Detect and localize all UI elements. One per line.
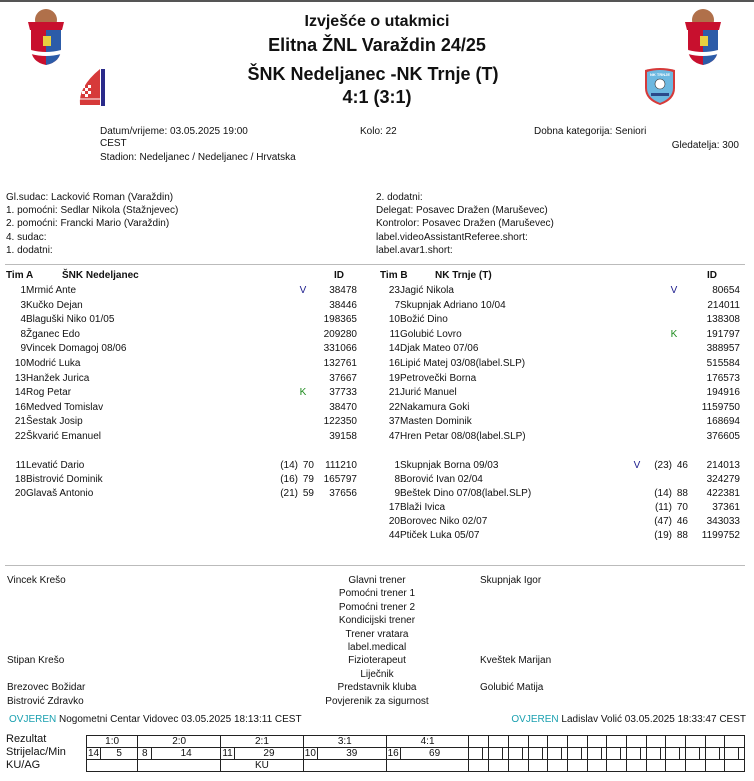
player-name: Nakamura Goki: [400, 401, 470, 413]
replaced-player-number: (47): [654, 516, 672, 527]
goal-scorer-cell: [567, 748, 581, 760]
player-name: Hren Petar 08/08(label.SLP): [400, 431, 526, 442]
home-staff-name: Vincek Krešo: [7, 575, 66, 586]
player-id: 214011: [707, 299, 740, 311]
team-b-subs-row: [374, 501, 748, 515]
player-name: Glavaš Antonio: [26, 488, 94, 499]
stadium: Stadion: Nedeljanec / Nedeljanec / Hrvatska: [100, 152, 296, 163]
goal-minute-cell: 29: [235, 748, 304, 760]
official-right-1: Delegat: Posavec Dražen (Maruševec): [376, 205, 548, 216]
player-name: Borovec Niko 02/07: [400, 516, 488, 527]
official-right-0: 2. dodatni:: [376, 192, 423, 203]
player-name: Beštek Dino 07/08(label.SLP): [400, 488, 532, 499]
player-name: Petrovečki Borna: [400, 372, 477, 384]
goal-scorer-cell: 11: [222, 747, 233, 759]
team-b-subs-row: [374, 487, 748, 501]
replaced-player-number: (16): [280, 474, 298, 485]
team-a-starters-row: [0, 299, 374, 313]
goal-type-cell: [607, 760, 627, 772]
match-title: [0, 64, 750, 85]
team-b-starters-row: [374, 386, 748, 400]
team-a-subs-row: [0, 473, 374, 487]
player-number: 10: [14, 358, 26, 369]
substitution-minute: 79: [302, 474, 314, 485]
staff-role: Kondicijski trener: [338, 615, 416, 627]
staff-role: Pomoćni trener 1: [338, 588, 416, 600]
goal-scorer-cell: [626, 748, 640, 760]
official-right-2: Kontrolor: Posavec Dražen (Maruševec): [376, 218, 554, 229]
team-a-starters-row: [0, 401, 374, 415]
player-number: 19: [388, 372, 400, 384]
player-number: 11: [15, 460, 26, 471]
goal-type-cell: KU: [221, 760, 304, 772]
player-number: 37: [388, 416, 400, 428]
team-b-subs-row: [374, 529, 748, 543]
player-id: 165797: [323, 474, 357, 485]
goal-scorer-cell: [705, 748, 719, 760]
goal-type-cell: [87, 760, 138, 772]
row-label-scorer: Strijelac/Min: [6, 746, 66, 758]
away-verification-text: Ladislav Volić 03.05.2025 18:33:47 CEST: [561, 714, 746, 725]
player-id: 37667: [329, 372, 357, 384]
away-staff-name: Golubić Matija: [480, 682, 544, 694]
goal-scorer-cell: [607, 748, 621, 760]
goal-scorer-cell: [469, 748, 483, 760]
player-name: Hanžek Jurica: [26, 372, 90, 384]
team-a-subs-row: [0, 487, 374, 501]
goal-minute-cell: [739, 748, 745, 760]
player-id: 168694: [706, 416, 740, 428]
team-b-starters-row: [374, 357, 748, 371]
player-name: Djak Mateo 07/06: [400, 343, 479, 355]
player-name: Levatić Dario: [26, 460, 85, 471]
player-number: 9: [20, 343, 26, 355]
substitution-minute: 70: [676, 502, 688, 513]
final-score: 4:1 (3:1): [342, 87, 412, 107]
goal-scorer-cell: [548, 748, 562, 760]
goal-minute-cell: 69: [400, 748, 469, 760]
nk-trnje-logo-text: NK TRNJE: [649, 72, 671, 77]
team-a-starters-row: [0, 313, 374, 327]
away-verification-status: OVJEREN: [511, 714, 559, 725]
team-a-starters-row: [0, 357, 374, 371]
home-staff-name: Bistrović Zdravko: [7, 695, 84, 707]
goal-score-cell: 2:1: [221, 736, 304, 748]
player-name: Medved Tomislav: [26, 401, 104, 413]
player-name: Golubić Lovro: [400, 328, 462, 340]
substitution-minute: 46: [676, 460, 688, 471]
player-id: 331066: [323, 343, 357, 355]
goal-score-cell: [646, 736, 666, 748]
goal-scorer-cell: [646, 748, 660, 760]
goal-score-cell: 3:1: [303, 736, 386, 748]
goal-type-cell: [489, 760, 509, 772]
away-team-name: NK Trnje (T): [396, 64, 499, 84]
goal-score-cell: [685, 736, 705, 748]
goal-type-cell: [705, 760, 725, 772]
goal-score-cell: [666, 736, 686, 748]
goal-scorer-cell: 16: [387, 747, 399, 759]
goal-type-cell: [138, 760, 221, 772]
player-name: Šestak Josip: [26, 416, 83, 428]
goal-type-cell: [567, 760, 587, 772]
goal-minute-cell: 5: [101, 748, 138, 760]
team-b-starters-row: [374, 430, 748, 444]
player-id: 209280: [323, 328, 357, 340]
goalkeeper-marker: V: [670, 285, 678, 296]
team-b-starters-row: [374, 342, 748, 356]
team-a-subs-row: [0, 459, 374, 473]
away-staff-name: Kveštek Marijan: [480, 655, 552, 667]
home-staff-name: Stipan Krešo: [7, 655, 65, 667]
goal-type-cell: [508, 760, 528, 772]
team-b-subs-row: [374, 473, 748, 487]
replaced-player-number: (19): [654, 530, 672, 541]
player-id: 194916: [706, 387, 740, 399]
team-a-label: Tim A: [6, 270, 34, 281]
player-name: Ptiček Luka 05/07: [400, 530, 480, 541]
captain-marker: K: [299, 387, 307, 399]
staff-role: Glavni trener: [348, 575, 406, 586]
team-b-starters-row: [374, 284, 748, 298]
official-right-4: label.avar1.short:: [376, 245, 453, 256]
match-datetime: Datum/vrijeme: 03.05.2025 19:00: [100, 126, 248, 137]
goal-type-cell: [646, 760, 666, 772]
substitution-minute: 59: [302, 488, 314, 499]
goal-score-cell: [705, 736, 725, 748]
goal-type-cell: [626, 760, 646, 772]
competition-title: Elitna ŽNL Varaždin 24/25: [268, 35, 486, 55]
team-b-subs-row: [374, 459, 748, 473]
home-staff-name: Brezovec Božidar: [7, 682, 86, 694]
player-id: 1199752: [701, 530, 740, 541]
player-name: Modrić Luka: [26, 358, 81, 369]
player-name: Jagić Nikola: [400, 285, 454, 296]
goal-score-cell: [587, 736, 607, 748]
team-b-starters-row: [374, 415, 748, 429]
goal-type-cell: [548, 760, 568, 772]
goal-scorer-cell: [489, 748, 503, 760]
staff-role: Pomoćni trener 2: [338, 601, 416, 613]
player-id: 132761: [323, 358, 357, 369]
away-staff-name: Skupnjak Igor: [480, 575, 542, 586]
player-id: 80654: [712, 285, 740, 296]
top-border: [0, 0, 754, 2]
goal-minute-cell: 14: [152, 748, 221, 760]
team-a-id-header: ID: [334, 270, 344, 281]
player-number: 20: [388, 516, 400, 527]
away-verification: [511, 713, 746, 726]
team-b-starters-row: [374, 372, 748, 386]
player-id: 39158: [329, 431, 357, 442]
goal-scorer-cell: [685, 748, 699, 760]
home-verification-text: Nogometni Centar Vidovec 03.05.2025 18:13:11 CEST: [59, 714, 302, 725]
player-name: Blaži Ivica: [400, 502, 446, 513]
replaced-player-number: (21): [280, 488, 298, 499]
player-number: 11: [389, 328, 400, 340]
player-id: 38446: [329, 299, 357, 311]
goal-type-cell: [528, 760, 548, 772]
team-a-starters-row: [0, 430, 374, 444]
substitution-minute: 70: [302, 460, 314, 471]
official-left-0: Gl.sudac: Lacković Roman (Varaždin): [6, 192, 174, 203]
staff-role: Trener vratara: [345, 628, 409, 640]
goal-score-cell: 1:0: [87, 736, 138, 748]
player-number: 16: [388, 358, 400, 369]
staff-role: Fizioterapeut: [348, 655, 406, 667]
player-number: 13: [14, 372, 26, 384]
goal-scorer-cell: [666, 748, 680, 760]
replaced-player-number: (14): [654, 488, 672, 499]
player-number: 20: [14, 488, 26, 499]
team-a-starters-row: [0, 372, 374, 386]
player-name: Rog Petar: [26, 387, 72, 399]
goal-score-cell: 4:1: [386, 736, 469, 748]
goal-type-cell: [303, 760, 386, 772]
goal-scorer-cell: 8: [138, 748, 152, 760]
team-a-name: ŠNK Nedeljanec: [62, 270, 139, 281]
player-id: 176573: [706, 372, 740, 384]
team-a-starters-row: [0, 415, 374, 429]
player-id: 37361: [712, 502, 740, 513]
official-left-3: 4. sudac:: [6, 232, 47, 243]
player-id: 38478: [329, 285, 357, 296]
team-b-name: NK Trnje (T): [435, 270, 492, 281]
home-team-name: ŠNK Nedeljanec: [247, 64, 386, 84]
divider-lineups-top: [5, 264, 745, 265]
team-b-id-header: ID: [707, 270, 717, 281]
substitution-minute: 46: [676, 516, 688, 527]
player-number: 22: [14, 431, 26, 442]
player-name: Skupnjak Borna 09/03: [400, 460, 499, 471]
spectators: Gledatelja: 300: [671, 140, 739, 151]
team-b-starters-row: [374, 313, 748, 327]
goal-score-cell: [489, 736, 509, 748]
player-id: 111210: [325, 460, 357, 471]
goal-scorer-cell: [725, 748, 739, 760]
player-id: 37656: [329, 488, 357, 499]
official-right-3: label.videoAssistantReferee.short:: [376, 232, 528, 243]
staff-role: label.medical: [347, 642, 407, 653]
row-label-type: KU/AG: [6, 759, 41, 771]
team-a-starters-row: [0, 328, 374, 342]
goal-score-cell: [528, 736, 548, 748]
report-title: Izvješće o utakmici: [304, 13, 450, 30]
player-number: 18: [14, 474, 26, 485]
team-b-starters-row: [374, 299, 748, 313]
official-left-2: 2. pomoćni: Francki Mario (Varaždin): [6, 218, 170, 229]
team-b-starters-row: [374, 401, 748, 415]
goal-type-cell: [666, 760, 686, 772]
player-id: 38470: [329, 401, 357, 413]
player-name: Božić Dino: [400, 314, 448, 326]
player-number: 1: [394, 460, 400, 471]
goal-score-cell: [469, 736, 489, 748]
goal-score-cell: [548, 736, 568, 748]
goal-score-cell: [725, 736, 745, 748]
player-number: 23: [388, 285, 400, 296]
player-number: 9: [394, 488, 400, 499]
player-id: 515584: [706, 358, 740, 369]
player-number: 47: [388, 431, 400, 442]
player-name: Jurić Manuel: [400, 387, 457, 399]
team-a-starters-row: [0, 386, 374, 400]
player-name: Bistrović Dominik: [26, 474, 103, 485]
goal-score-cell: [567, 736, 587, 748]
player-number: 4: [20, 314, 26, 326]
goal-score-cell: [626, 736, 646, 748]
player-id: 191797: [706, 328, 740, 340]
goal-scorer-cell: [587, 748, 601, 760]
row-label-result: Rezultat: [6, 733, 47, 745]
player-name: Blaguški Niko 01/05: [26, 314, 115, 326]
team-b-starters-row: [374, 328, 748, 342]
player-id: 376605: [706, 431, 740, 442]
replaced-player-number: (11): [654, 502, 672, 513]
goals-table: [86, 735, 745, 772]
player-id: 214013: [706, 460, 740, 471]
player-number: 21: [14, 416, 26, 428]
player-id: 122350: [323, 416, 357, 428]
player-name: Vincek Domagoj 08/06: [26, 343, 127, 355]
goal-type-cell: [386, 760, 469, 772]
goal-scorer-cell: [508, 748, 522, 760]
player-number: 14: [14, 387, 26, 399]
divider-lineups-bottom: [5, 565, 745, 566]
goal-score-cell: [508, 736, 528, 748]
player-name: Lipić Matej 03/08(label.SLP): [400, 358, 526, 369]
player-number: 8: [394, 474, 400, 485]
goal-type-cell: [587, 760, 607, 772]
player-number: 21: [388, 387, 400, 399]
team-a-starters-row: [0, 284, 374, 298]
player-id: 343033: [706, 516, 740, 527]
team-separator: -: [390, 64, 397, 84]
player-id: 37733: [329, 387, 357, 399]
player-name: Škvarić Emanuel: [26, 431, 102, 442]
home-verification-status: OVJEREN: [9, 714, 57, 725]
player-name: Skupnjak Adriano 10/04: [400, 299, 506, 311]
player-id: 422381: [706, 488, 740, 499]
player-number: 17: [388, 502, 400, 513]
player-id: 388957: [706, 343, 740, 355]
goal-type-cell: [469, 760, 489, 772]
team-b-label: Tim B: [380, 270, 408, 281]
replaced-player-number: (23): [654, 460, 672, 471]
replaced-player-number: (14): [280, 460, 298, 471]
home-verification: [9, 713, 302, 726]
substitution-minute: 88: [676, 488, 688, 499]
player-number: 44: [388, 530, 400, 541]
team-a-starters-row: [0, 342, 374, 356]
player-name: Kučko Dejan: [26, 299, 83, 311]
player-id: 198365: [323, 314, 357, 326]
player-number: 16: [14, 401, 26, 413]
goal-scorer-cell: [528, 748, 542, 760]
player-number: 10: [388, 314, 400, 326]
goal-score-cell: [607, 736, 627, 748]
age-category: Dobna kategorija: Seniori: [534, 126, 647, 137]
player-name: Mrmić Ante: [26, 285, 77, 296]
player-id: 324279: [706, 474, 740, 485]
player-name: Masten Dominik: [400, 416, 472, 428]
goal-scorer-cell: 10: [304, 747, 316, 759]
official-left-4: 1. dodatni:: [6, 245, 53, 256]
player-id: 138308: [706, 314, 740, 326]
captain-marker: K: [670, 328, 678, 340]
staff-role: Povjerenik za sigurnost: [325, 695, 429, 707]
goalkeeper-marker: V: [633, 460, 641, 471]
match-timezone: CEST: [100, 138, 127, 149]
player-number: 22: [388, 401, 400, 413]
official-left-1: 1. pomoćni: Sedlar Nikola (Stažnjevec): [6, 205, 179, 216]
staff-role: Liječnik: [360, 668, 394, 680]
staff-role: Predstavnik kluba: [337, 682, 417, 694]
player-number: 3: [20, 299, 26, 311]
round: Kolo: 22: [360, 126, 397, 137]
player-name: Borović Ivan 02/04: [400, 474, 483, 485]
substitution-minute: 88: [676, 530, 688, 541]
goal-scorer-cell: 14: [87, 747, 100, 759]
player-id: 1159750: [701, 401, 740, 413]
goal-type-cell: [725, 760, 745, 772]
goal-type-cell: [685, 760, 705, 772]
player-number: 1: [20, 285, 26, 296]
player-number: 14: [388, 343, 400, 355]
player-number: 7: [394, 299, 400, 311]
player-name: Žganec Edo: [26, 328, 80, 340]
team-b-subs-row: [374, 515, 748, 529]
goal-score-cell: 2:0: [138, 736, 221, 748]
goal-minute-cell: 39: [317, 748, 386, 760]
player-number: 8: [20, 328, 26, 340]
goalkeeper-marker: V: [299, 285, 307, 296]
